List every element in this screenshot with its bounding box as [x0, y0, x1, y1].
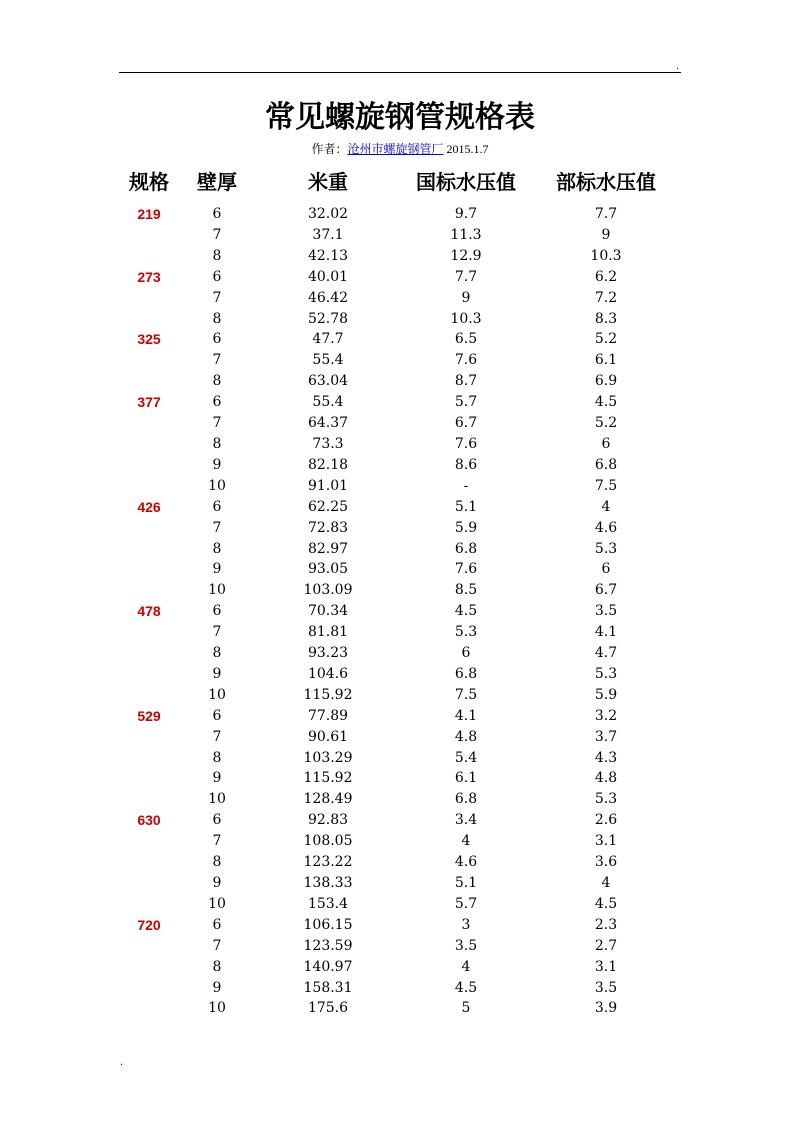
weight-per-meter-cell: 128.49 — [303, 791, 353, 808]
wall-thickness-cell: 8 — [212, 247, 222, 264]
ministry-pressure-cell: 6 — [601, 561, 611, 578]
national-pressure-cell: 11.3 — [450, 226, 482, 243]
ministry-pressure-cell: 5.3 — [594, 791, 618, 808]
table-row — [0, 978, 800, 999]
national-pressure-cell: 7.7 — [454, 268, 478, 285]
wall-thickness-cell: 10 — [208, 686, 226, 703]
header-rule — [119, 72, 681, 73]
table-row — [0, 434, 800, 455]
wall-thickness-cell: 7 — [212, 289, 222, 306]
national-pressure-cell: 6.8 — [454, 665, 478, 682]
weight-per-meter-cell: 52.78 — [307, 310, 349, 327]
weight-per-meter-cell: 37.1 — [312, 226, 344, 243]
ministry-pressure-cell: 4 — [601, 875, 611, 891]
table-row — [0, 497, 800, 518]
national-pressure-cell: 6.1 — [454, 770, 478, 787]
spec-cell: 529 — [137, 707, 161, 724]
spec-cell: 219 — [137, 206, 161, 222]
wall-thickness-cell: 9 — [212, 456, 222, 473]
factory-link[interactable]: 沧州市螺旋钢管厂 — [347, 142, 444, 156]
ministry-pressure-cell: 3.1 — [594, 958, 618, 975]
wall-thickness-cell: 7 — [212, 728, 222, 745]
weight-per-meter-cell: 115.92 — [303, 770, 353, 787]
weight-per-meter-cell: 81.81 — [307, 624, 349, 641]
ministry-pressure-cell: 4.8 — [594, 770, 618, 787]
header-weight: 米重 — [308, 170, 348, 194]
table-row — [0, 309, 800, 330]
national-pressure-cell: 3 — [461, 916, 471, 933]
national-pressure-cell: 4.6 — [454, 854, 478, 871]
table-row — [0, 288, 800, 309]
ministry-pressure-cell: 7.5 — [594, 477, 618, 494]
table-row — [0, 873, 800, 894]
table-row — [0, 664, 800, 685]
wall-thickness-cell: 7 — [212, 833, 222, 850]
national-pressure-cell: 3.5 — [454, 937, 478, 954]
wall-thickness-cell: 8 — [212, 373, 222, 390]
weight-per-meter-cell: 46.42 — [307, 289, 349, 306]
national-pressure-cell: - — [463, 477, 469, 494]
wall-thickness-cell: 6 — [212, 498, 222, 515]
national-pressure-cell: 7.5 — [454, 686, 478, 703]
national-pressure-cell: 4 — [461, 958, 471, 975]
ministry-pressure-cell: 3.6 — [594, 854, 618, 871]
national-pressure-cell: 10.3 — [450, 310, 482, 327]
weight-per-meter-cell: 73.3 — [312, 435, 344, 452]
national-pressure-cell: 8.7 — [454, 373, 478, 390]
ministry-pressure-cell: 3.1 — [594, 833, 618, 850]
weight-per-meter-cell: 104.6 — [307, 665, 349, 682]
wall-thickness-cell: 9 — [212, 561, 222, 578]
table-row — [0, 329, 800, 350]
ministry-pressure-cell: 4 — [601, 498, 611, 515]
wall-thickness-cell: 8 — [212, 435, 222, 452]
wall-thickness-cell: 6 — [212, 916, 222, 933]
national-pressure-cell: 8.5 — [454, 582, 478, 599]
header-national-pressure: 国标水压值 — [416, 170, 516, 194]
ministry-pressure-cell: 7.7 — [594, 206, 618, 222]
weight-per-meter-cell: 82.18 — [307, 456, 349, 473]
ministry-pressure-cell: 6 — [601, 435, 611, 452]
wall-thickness-cell: 6 — [212, 603, 222, 620]
table-row — [0, 768, 800, 789]
weight-per-meter-cell: 72.83 — [307, 519, 349, 536]
national-pressure-cell: 6.8 — [454, 791, 478, 808]
national-pressure-cell: 6.5 — [454, 331, 478, 348]
wall-thickness-cell: 6 — [212, 394, 222, 411]
weight-per-meter-cell: 47.7 — [312, 331, 344, 348]
ministry-pressure-cell: 2.3 — [594, 916, 618, 933]
table-row — [0, 601, 800, 622]
header-ministry-pressure: 部标水压值 — [556, 170, 656, 194]
header-wall: 壁厚 — [197, 170, 237, 194]
spec-cell: 630 — [137, 812, 161, 829]
ministry-pressure-cell: 6.1 — [594, 352, 618, 369]
ministry-pressure-cell: 5.9 — [594, 686, 618, 703]
page-title: 常见螺旋钢管规格表 — [265, 100, 535, 135]
weight-per-meter-cell: 55.4 — [312, 394, 344, 411]
table-row — [0, 748, 800, 769]
table-row — [0, 915, 800, 936]
national-pressure-cell: 6 — [461, 645, 471, 662]
wall-thickness-cell: 7 — [212, 226, 222, 243]
national-pressure-cell: 12.9 — [450, 247, 482, 264]
ministry-pressure-cell: 5.3 — [594, 540, 618, 557]
wall-thickness-cell: 8 — [212, 749, 222, 766]
national-pressure-cell: 6.8 — [454, 540, 478, 557]
table-row — [0, 643, 800, 664]
weight-per-meter-cell: 140.97 — [303, 958, 353, 975]
national-pressure-cell: 5.7 — [454, 895, 478, 912]
national-pressure-cell: 4.8 — [454, 728, 478, 745]
table-row — [0, 225, 800, 246]
national-pressure-cell: 5.9 — [454, 519, 478, 536]
wall-thickness-cell: 8 — [212, 645, 222, 662]
wall-thickness-cell: 9 — [212, 875, 222, 891]
ministry-pressure-cell: 5.2 — [594, 331, 618, 348]
national-pressure-cell: 5.1 — [454, 875, 478, 891]
ministry-pressure-cell: 5.2 — [594, 415, 618, 432]
national-pressure-cell: 7.6 — [454, 435, 478, 452]
table-row — [0, 350, 800, 371]
weight-per-meter-cell: 90.61 — [307, 728, 349, 745]
wall-thickness-cell: 9 — [212, 770, 222, 787]
byline-date: 2015.1.7 — [446, 142, 489, 156]
wall-thickness-cell: 10 — [208, 791, 226, 808]
table-row — [0, 518, 800, 539]
ministry-pressure-cell: 4.5 — [594, 394, 618, 411]
weight-per-meter-cell: 153.4 — [307, 895, 349, 912]
national-pressure-cell: 7.6 — [454, 352, 478, 369]
wall-thickness-cell: 10 — [208, 895, 226, 912]
table-row — [0, 371, 800, 392]
weight-per-meter-cell: 55.4 — [312, 352, 344, 369]
corner-mark-top: . — [676, 61, 680, 72]
ministry-pressure-cell: 2.7 — [594, 937, 618, 954]
wall-thickness-cell: 9 — [212, 665, 222, 682]
spec-cell: 325 — [137, 331, 161, 348]
weight-per-meter-cell: 103.29 — [303, 749, 353, 766]
weight-per-meter-cell: 123.59 — [303, 937, 353, 954]
weight-per-meter-cell: 32.02 — [307, 206, 349, 222]
byline — [0, 140, 800, 158]
national-pressure-cell: 4 — [461, 833, 471, 850]
wall-thickness-cell: 6 — [212, 268, 222, 285]
table-row — [0, 957, 800, 978]
national-pressure-cell: 5.3 — [454, 624, 478, 641]
table-row — [0, 455, 800, 476]
ministry-pressure-cell: 9 — [601, 226, 611, 243]
weight-per-meter-cell: 138.33 — [303, 875, 353, 891]
weight-per-meter-cell: 92.83 — [307, 812, 349, 829]
table-row — [0, 831, 800, 852]
wall-thickness-cell: 6 — [212, 206, 222, 222]
national-pressure-cell: 9.7 — [454, 206, 478, 222]
ministry-pressure-cell: 6.2 — [594, 268, 618, 285]
table-row — [0, 936, 800, 957]
ministry-pressure-cell: 3.5 — [594, 603, 618, 620]
weight-per-meter-cell: 93.23 — [307, 645, 349, 662]
spec-cell: 478 — [137, 603, 161, 620]
national-pressure-cell: 8.6 — [454, 456, 478, 473]
ministry-pressure-cell: 10.3 — [590, 247, 622, 264]
wall-thickness-cell: 8 — [212, 310, 222, 327]
ministry-pressure-cell: 2.6 — [594, 812, 618, 829]
wall-thickness-cell: 7 — [212, 937, 222, 954]
table-row — [0, 413, 800, 434]
weight-per-meter-cell: 62.25 — [307, 498, 349, 515]
national-pressure-cell: 5.1 — [454, 498, 478, 515]
weight-per-meter-cell: 77.89 — [307, 707, 349, 724]
ministry-pressure-cell: 5.3 — [594, 665, 618, 682]
weight-per-meter-cell: 82.97 — [307, 540, 349, 557]
national-pressure-cell: 4.5 — [454, 603, 478, 620]
ministry-pressure-cell: 4.7 — [594, 645, 618, 662]
ministry-pressure-cell: 3.5 — [594, 979, 618, 996]
table-row — [0, 392, 800, 413]
wall-thickness-cell: 10 — [208, 1000, 226, 1017]
table-row — [0, 810, 800, 831]
weight-per-meter-cell: 108.05 — [303, 833, 353, 850]
table-row — [0, 476, 800, 497]
weight-per-meter-cell: 91.01 — [307, 477, 349, 494]
wall-thickness-cell: 8 — [212, 854, 222, 871]
ministry-pressure-cell: 4.5 — [594, 895, 618, 912]
table-row — [0, 539, 800, 560]
table-row — [0, 580, 800, 601]
table-row — [0, 559, 800, 580]
wall-thickness-cell: 7 — [212, 415, 222, 432]
corner-mark-bottom: . — [120, 1057, 124, 1068]
wall-thickness-cell: 6 — [212, 812, 222, 829]
wall-thickness-cell: 8 — [212, 540, 222, 557]
weight-per-meter-cell: 115.92 — [303, 686, 353, 703]
national-pressure-cell: 5.4 — [454, 749, 478, 766]
ministry-pressure-cell: 4.1 — [594, 624, 618, 641]
spec-cell: 720 — [137, 916, 161, 933]
ministry-pressure-cell: 7.2 — [594, 289, 618, 306]
spec-cell: 426 — [137, 498, 161, 515]
table-row — [0, 727, 800, 748]
weight-per-meter-cell: 70.34 — [307, 603, 349, 620]
national-pressure-cell: 9 — [461, 289, 471, 306]
table-row — [0, 998, 800, 1019]
ministry-pressure-cell: 6.7 — [594, 582, 618, 599]
national-pressure-cell: 7.6 — [454, 561, 478, 578]
wall-thickness-cell: 10 — [208, 477, 226, 494]
table-row — [0, 246, 800, 267]
table-row — [0, 852, 800, 873]
table-row — [0, 204, 800, 225]
national-pressure-cell: 5.7 — [454, 394, 478, 411]
national-pressure-cell: 6.7 — [454, 415, 478, 432]
wall-thickness-cell: 9 — [212, 979, 222, 996]
ministry-pressure-cell: 3.9 — [594, 1000, 618, 1017]
national-pressure-cell: 4.1 — [454, 707, 478, 724]
spec-cell: 377 — [137, 394, 161, 411]
weight-per-meter-cell: 103.09 — [303, 582, 353, 599]
ministry-pressure-cell: 6.9 — [594, 373, 618, 390]
wall-thickness-cell: 6 — [212, 331, 222, 348]
wall-thickness-cell: 8 — [212, 958, 222, 975]
table-row — [0, 894, 800, 915]
weight-per-meter-cell: 63.04 — [307, 373, 349, 390]
header-spec: 规格 — [129, 170, 169, 194]
weight-per-meter-cell: 175.6 — [307, 1000, 349, 1017]
weight-per-meter-cell: 42.13 — [307, 247, 349, 264]
table-row — [0, 706, 800, 727]
byline-prefix: 作者： — [311, 142, 348, 156]
weight-per-meter-cell: 40.01 — [307, 268, 349, 285]
wall-thickness-cell: 7 — [212, 519, 222, 536]
ministry-pressure-cell: 8.3 — [594, 310, 618, 327]
ministry-pressure-cell: 4.6 — [594, 519, 618, 536]
table-row — [0, 685, 800, 706]
table-row — [0, 622, 800, 643]
national-pressure-cell: 5 — [461, 1000, 471, 1017]
national-pressure-cell: 3.4 — [454, 812, 478, 829]
weight-per-meter-cell: 123.22 — [303, 854, 353, 871]
wall-thickness-cell: 7 — [212, 352, 222, 369]
national-pressure-cell: 4.5 — [454, 979, 478, 996]
weight-per-meter-cell: 64.37 — [307, 415, 349, 432]
wall-thickness-cell: 7 — [212, 624, 222, 641]
ministry-pressure-cell: 3.7 — [594, 728, 618, 745]
table-row — [0, 789, 800, 810]
ministry-pressure-cell: 6.8 — [594, 456, 618, 473]
spec-table-body — [0, 204, 800, 1019]
weight-per-meter-cell: 93.05 — [307, 561, 349, 578]
wall-thickness-cell: 10 — [208, 582, 226, 599]
ministry-pressure-cell: 4.3 — [594, 749, 618, 766]
spec-cell: 273 — [137, 268, 161, 285]
table-row — [0, 267, 800, 288]
wall-thickness-cell: 6 — [212, 707, 222, 724]
ministry-pressure-cell: 3.2 — [594, 707, 618, 724]
weight-per-meter-cell: 106.15 — [303, 916, 353, 933]
weight-per-meter-cell: 158.31 — [303, 979, 353, 996]
